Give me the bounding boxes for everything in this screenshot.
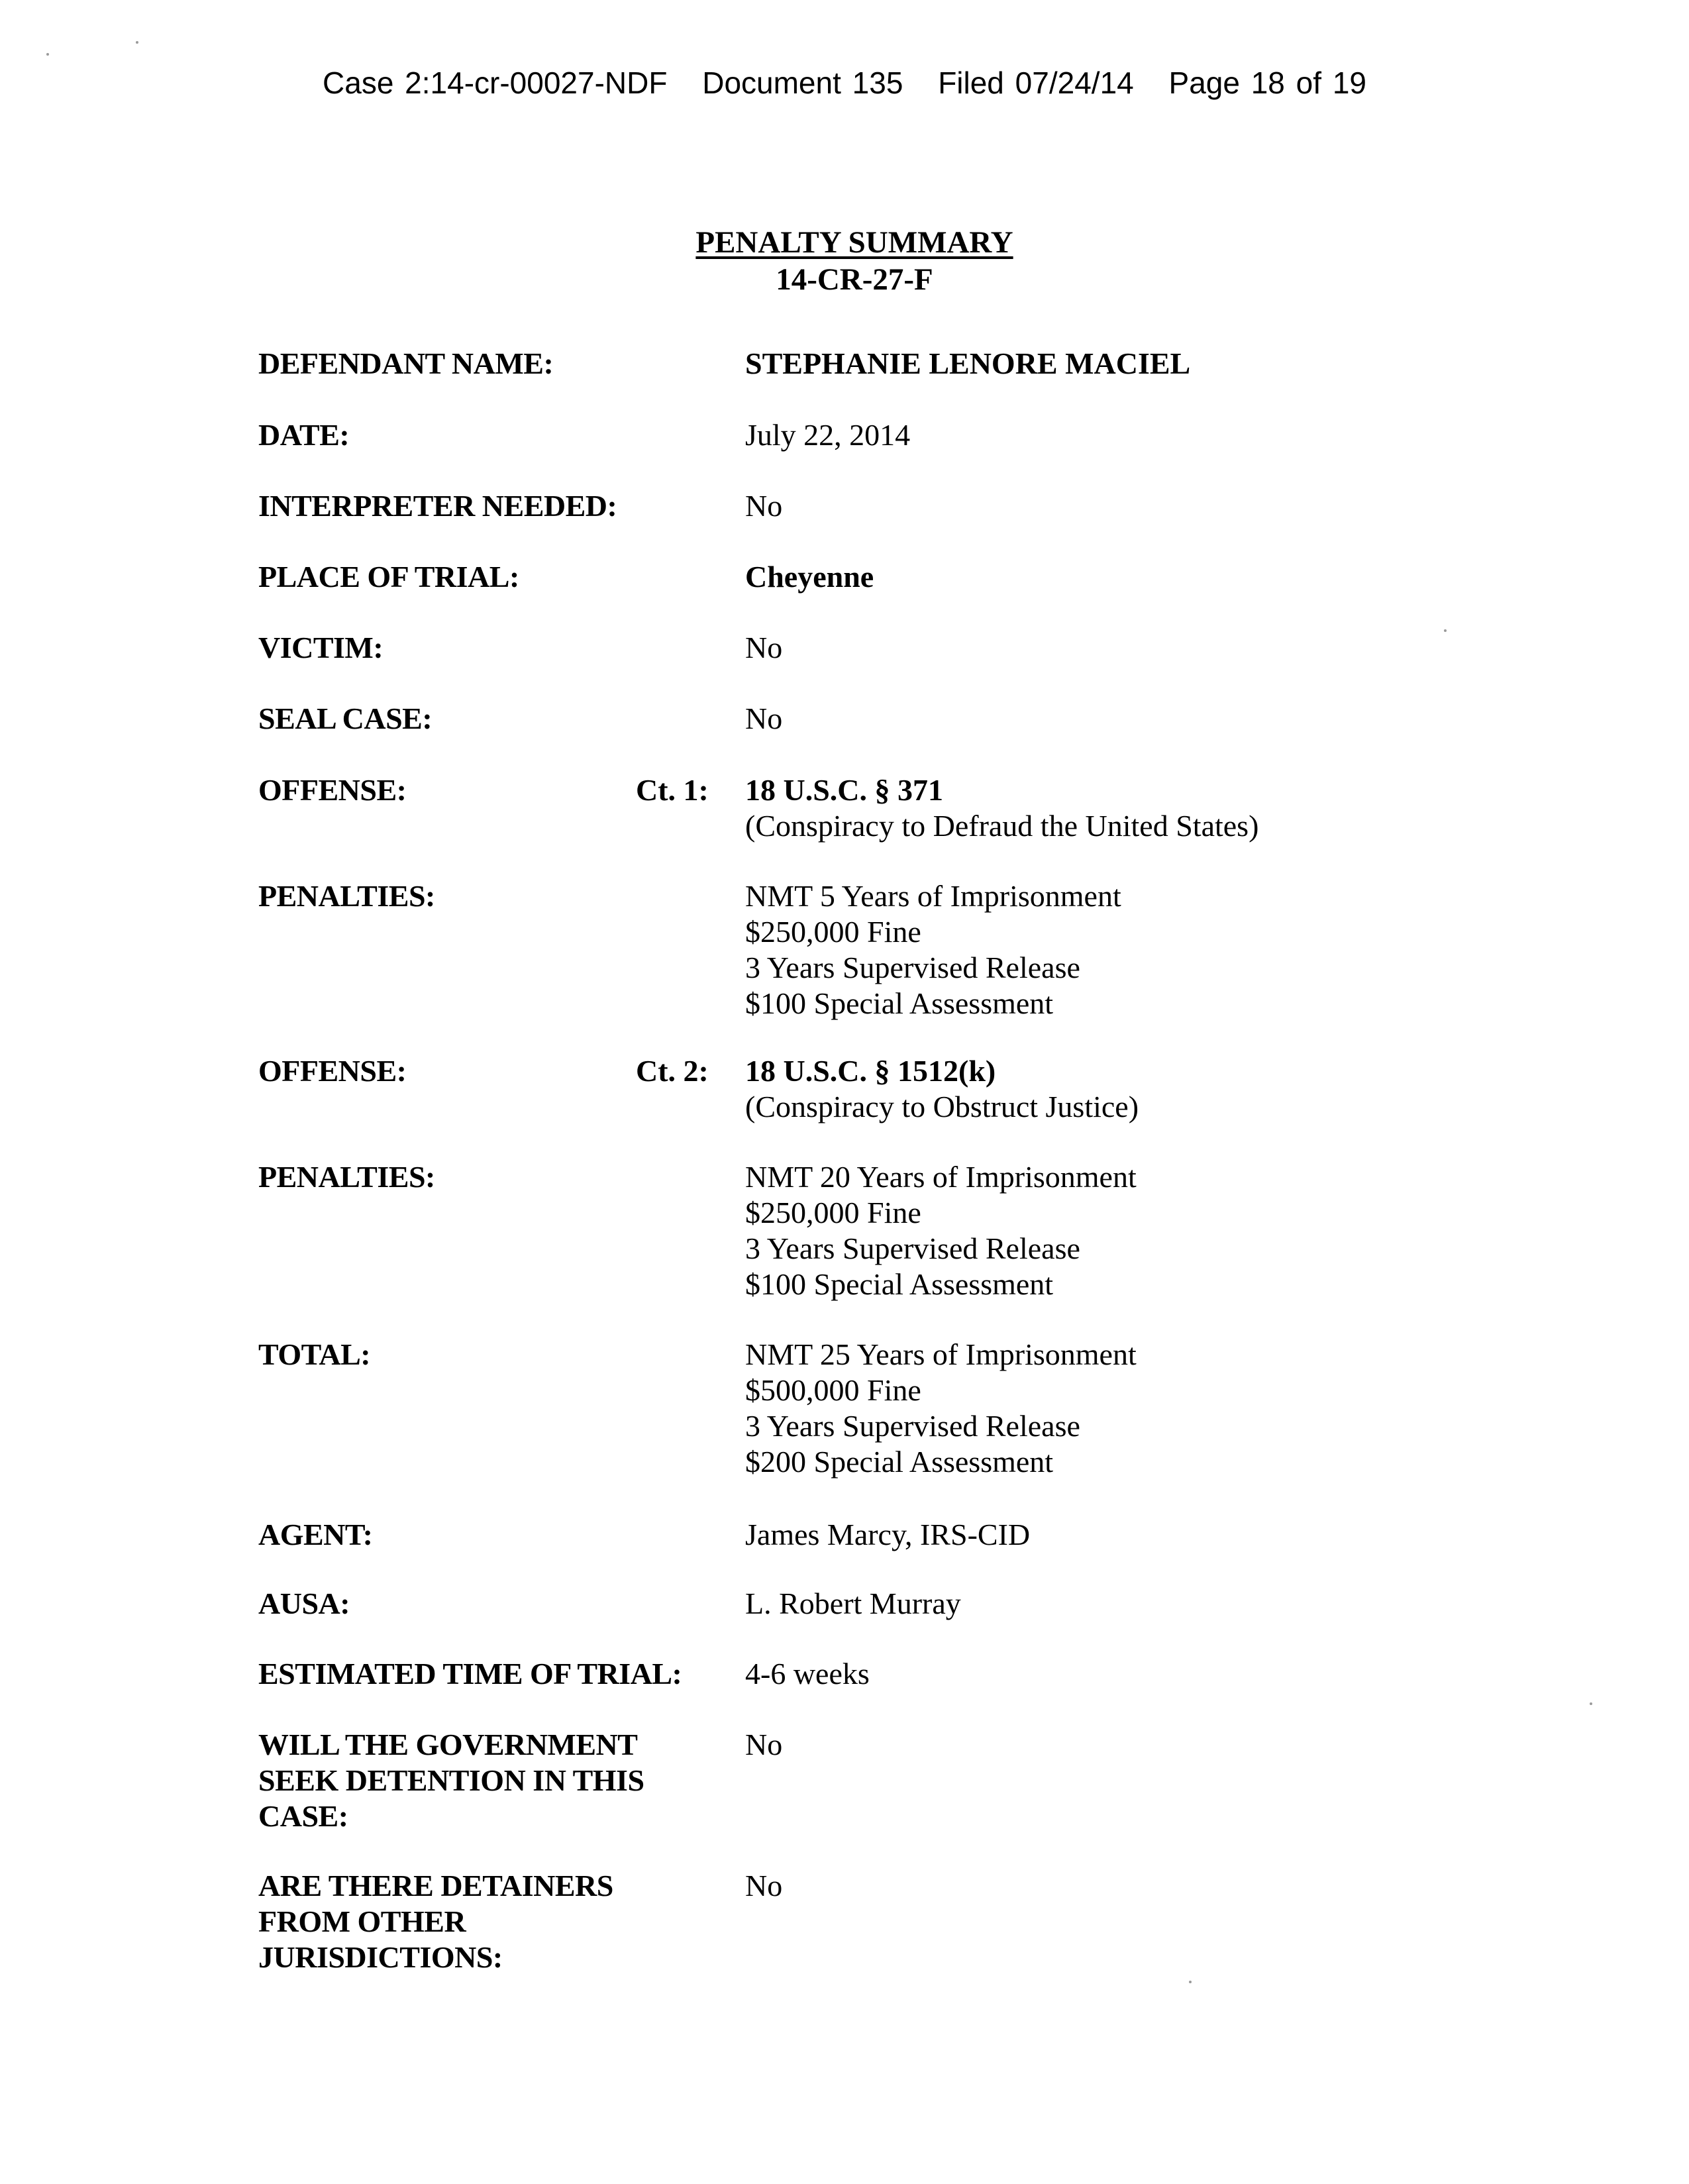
agent-label: AGENT:: [258, 1518, 373, 1551]
victim-label: VICTIM:: [258, 631, 384, 664]
interpreter-label: INTERPRETER NEEDED:: [258, 489, 617, 523]
date-label: DATE:: [258, 418, 350, 452]
offense-description: (Conspiracy to Obstruct Justice): [745, 1090, 1139, 1123]
penalties-list: [745, 1159, 1137, 1302]
case-number-subtitle: 14-CR-27-F: [776, 262, 933, 297]
detention-label: WILL THE GOVERNMENT SEEK DETENTION IN THIS CASE:: [258, 1728, 644, 1833]
penalty-line: $100 Special Assessment: [745, 986, 1054, 1020]
scan-speck: [46, 53, 49, 56]
total-line: $200 Special Assessment: [745, 1445, 1054, 1479]
total-line: $500,000 Fine: [745, 1373, 921, 1407]
victim-value: No: [745, 631, 783, 664]
statute: 18 U.S.C. § 371: [745, 773, 944, 807]
defendant-name-label: DEFENDANT NAME:: [258, 346, 554, 380]
penalties-list: [745, 878, 1121, 1021]
trial-time-value: 4-6 weeks: [745, 1657, 870, 1690]
place-of-trial-label: PLACE OF TRIAL:: [258, 560, 519, 594]
defendant-name-value: STEPHANIE LENORE MACIEL: [745, 346, 1191, 380]
total-list: [745, 1337, 1137, 1480]
offense-label: OFFENSE:: [258, 1054, 407, 1088]
date-value: July 22, 2014: [745, 418, 911, 452]
seal-case-value: No: [745, 702, 783, 735]
filed-date: Filed 07/24/14: [938, 66, 1134, 100]
page-indicator: Page 18 of 19: [1168, 66, 1366, 100]
penalty-summary-heading: PENALTY SUMMARY: [695, 225, 1013, 260]
total-line: 3 Years Supervised Release: [745, 1409, 1080, 1443]
total-line: NMT 25 Years of Imprisonment: [745, 1337, 1137, 1371]
case-number: Case 2:14-cr-00027-NDF: [323, 66, 668, 100]
penalties-label: PENALTIES:: [258, 1160, 435, 1194]
document-title: [695, 224, 1013, 298]
scan-speck: [1444, 629, 1447, 632]
offense-description: (Conspiracy to Defraud the United States): [745, 809, 1259, 843]
scan-speck: [136, 41, 138, 44]
offense-value: [745, 1053, 1139, 1125]
place-of-trial-value: Cheyenne: [745, 560, 874, 594]
offense-value: [745, 772, 1258, 844]
penalty-line: $100 Special Assessment: [745, 1267, 1054, 1301]
detainers-value: No: [745, 1869, 783, 1902]
count-number: Ct. 2:: [636, 1054, 709, 1088]
total-label: TOTAL:: [258, 1337, 371, 1371]
penalty-line: $250,000 Fine: [745, 1196, 921, 1229]
ausa-value: L. Robert Murray: [745, 1586, 961, 1620]
penalty-line: 3 Years Supervised Release: [745, 1231, 1080, 1265]
ausa-label: AUSA:: [258, 1586, 350, 1620]
detainers-label: ARE THERE DETAINERS FROM OTHER JURISDICTIONS:: [258, 1869, 613, 1974]
penalty-line: NMT 20 Years of Imprisonment: [745, 1160, 1137, 1194]
penalty-line: NMT 5 Years of Imprisonment: [745, 879, 1121, 913]
detention-value: No: [745, 1728, 783, 1761]
scan-speck: [1590, 1702, 1592, 1705]
statute: 18 U.S.C. § 1512(k): [745, 1054, 996, 1088]
trial-time-label: ESTIMATED TIME OF TRIAL:: [258, 1657, 682, 1690]
penalties-label: PENALTIES:: [258, 879, 435, 913]
scan-speck: [1189, 1981, 1192, 1983]
agent-value: James Marcy, IRS-CID: [745, 1518, 1031, 1551]
offense-label: OFFENSE:: [258, 773, 407, 807]
seal-case-label: SEAL CASE:: [258, 702, 433, 735]
count-number: Ct. 1:: [636, 773, 709, 807]
penalty-line: $250,000 Fine: [745, 915, 921, 949]
document-number: Document 135: [702, 66, 903, 100]
filing-header: [0, 65, 1689, 101]
penalty-line: 3 Years Supervised Release: [745, 951, 1080, 984]
interpreter-value: No: [745, 489, 783, 523]
